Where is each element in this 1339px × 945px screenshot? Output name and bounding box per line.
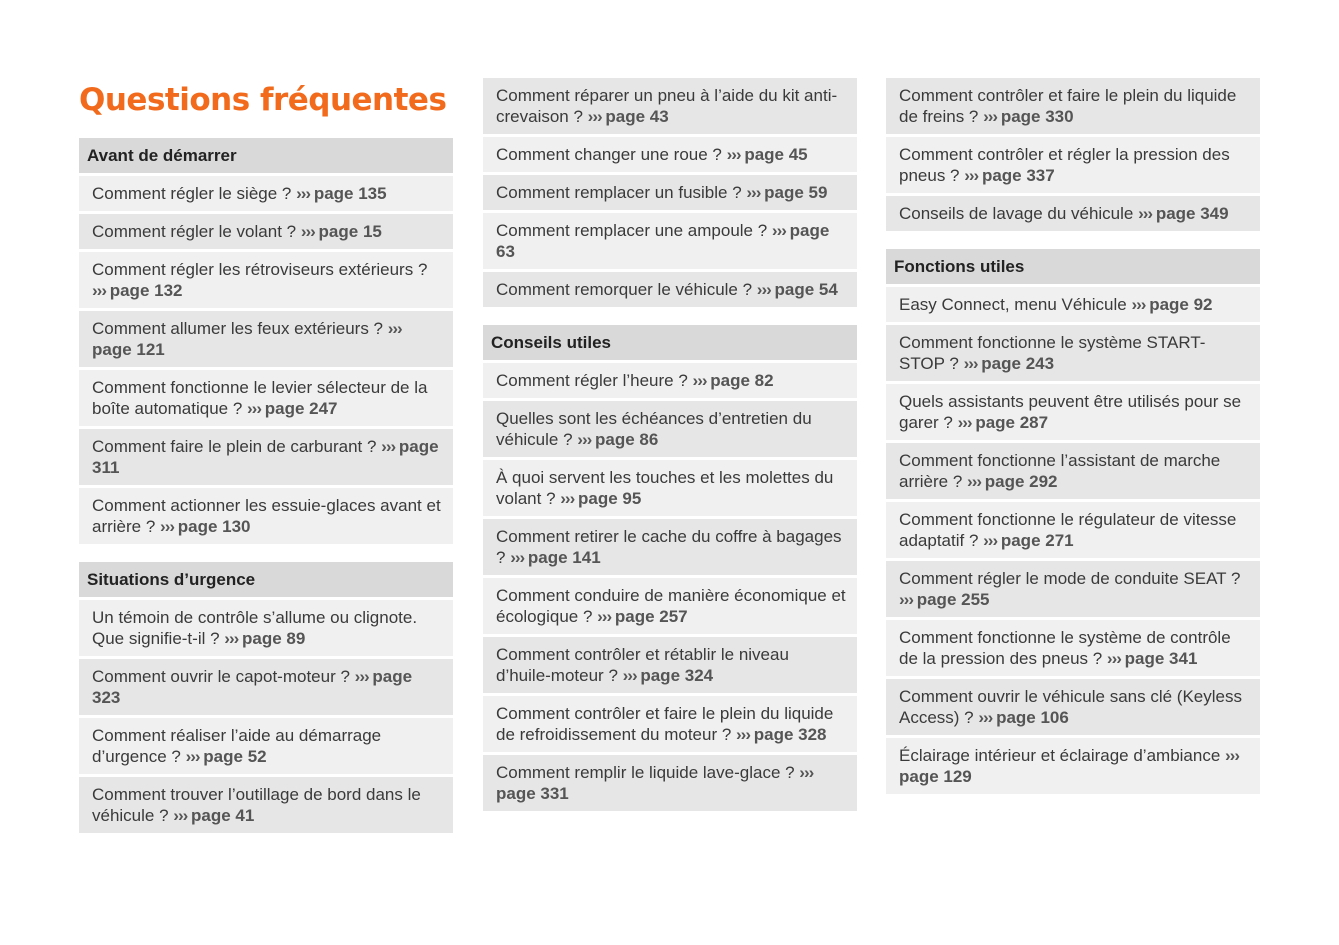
page-arrow-icon: ››› [983,107,1001,126]
page-reference[interactable]: page 257 [614,607,688,626]
faq-question: Comment trouver l’outillage de bord dans le véhicule ? [92,785,421,825]
faq-section [79,138,453,544]
faq-item[interactable] [886,738,1260,794]
page-arrow-icon: ››› [354,667,373,686]
faq-question: Quels assistants peuvent être utilisés pour se garer ? [899,392,1242,432]
page-reference[interactable]: page 330 [1000,107,1074,126]
faq-question: Comment régler le volant ? [92,222,301,241]
faq-question: Comment régler l’heure ? [496,371,693,390]
page-reference[interactable]: page 287 [975,413,1049,432]
faq-question: Éclairage intérieur et éclairage d’ambiance [899,746,1226,765]
page-arrow-icon: ››› [381,437,399,456]
page-reference[interactable]: page 89 [242,629,306,648]
faq-item[interactable] [886,78,1260,134]
page-reference[interactable]: page 41 [191,806,255,825]
page-arrow-icon: ››› [577,430,595,449]
faq-question: Comment changer une roue ? [496,145,727,164]
faq-item[interactable] [483,213,857,269]
column-3-sections [886,78,1260,794]
section-heading: Avant de démarrer [79,138,453,173]
page-arrow-icon: ››› [978,708,997,727]
faq-question: Comment contrôler et rétablir le niveau d’huile-moteur ? [496,645,789,685]
page-reference[interactable]: page 328 [753,725,827,744]
faq-question: Un témoin de contrôle s’allume ou clignote. Que signifie-t-il ? [92,608,418,648]
faq-question: Comment faire le plein de carburant ? [92,437,382,456]
page-reference[interactable]: page 324 [640,666,714,685]
page-reference[interactable]: page 63 [496,221,830,261]
faq-item[interactable] [79,214,453,249]
page-reference[interactable]: page 135 [313,184,387,203]
faq-question: Conseils de lavage du véhicule [899,204,1139,223]
faq-item[interactable] [886,443,1260,499]
page-arrow-icon: ››› [963,354,982,373]
faq-item[interactable] [886,384,1260,440]
page-title: Questions fréquentes [79,82,447,118]
page-reference[interactable]: page 52 [203,747,267,766]
faq-question: Comment retirer le cache du coffre à bagages ? [496,527,842,567]
page-arrow-icon: ››› [967,472,985,491]
page-reference[interactable]: page 95 [577,489,642,508]
page-reference[interactable]: page 331 [496,784,569,803]
page-reference[interactable]: page 323 [92,667,413,707]
faq-question: Comment contrôler et régler la pression des pneus ? [899,145,1230,185]
column-2 [483,78,857,829]
page-arrow-icon: ››› [964,166,982,185]
faq-question: Quelles sont les échéances d’entretien du véhicule ? [496,409,812,449]
faq-item[interactable] [79,777,453,833]
faq-item[interactable] [886,287,1260,322]
faq-question: Easy Connect, menu Véhicule [899,295,1132,314]
faq-item[interactable] [886,502,1260,558]
faq-item[interactable] [79,176,453,211]
faq-question: Comment ouvrir le véhicule sans clé (Keyless Access) ? [899,687,1242,727]
faq-question: Comment fonctionne le système START-STOP ? [899,333,1206,373]
page-arrow-icon: ››› [983,531,1001,550]
page-reference[interactable]: page 247 [264,399,338,418]
faq-item[interactable] [483,175,857,210]
faq-question: Comment contrôler et faire le plein du liquide de freins ? [899,86,1237,126]
faq-item[interactable] [886,196,1260,231]
page-reference[interactable]: page 129 [899,767,972,786]
page-arrow-icon: ››› [173,806,191,825]
faq-item[interactable] [483,696,857,752]
faq-section [483,325,857,811]
page-reference[interactable]: page 106 [996,708,1069,727]
faq-section [483,78,857,307]
faq-item[interactable] [483,755,857,811]
page-arrow-icon: ››› [771,221,790,240]
page-arrow-icon: ››› [160,517,178,536]
faq-item[interactable] [886,679,1260,735]
page-arrow-icon: ››› [92,281,110,300]
page-reference[interactable]: page 243 [981,354,1055,373]
faq-item[interactable] [79,311,453,367]
page-reference[interactable]: page 86 [595,430,659,449]
faq-item[interactable] [483,578,857,634]
faq-item[interactable] [79,488,453,544]
column-3 [886,78,1260,812]
page-arrow-icon: ››› [247,399,265,418]
page-reference[interactable]: page 45 [744,145,808,164]
page-reference[interactable]: page 43 [605,107,669,126]
page-arrow-icon: ››› [587,107,606,126]
page-arrow-icon: ››› [300,222,319,241]
faq-item[interactable] [79,659,453,715]
faq-item[interactable] [483,78,857,134]
faq-item[interactable] [483,137,857,172]
faq-question: Comment ouvrir le capot-moteur ? [92,667,355,686]
page-reference[interactable]: page 121 [92,340,165,359]
page-reference[interactable]: page 59 [764,183,828,202]
page-reference[interactable]: page 341 [1124,649,1198,668]
column-1-sections [79,138,453,833]
page-reference[interactable]: page 54 [774,280,838,299]
page-reference[interactable]: page 337 [981,166,1055,185]
faq-question: Comment fonctionne le levier sélecteur de la boîte automatique ? [92,378,428,418]
page-reference[interactable]: page 141 [527,548,601,567]
page-arrow-icon: ››› [560,489,578,508]
page-reference[interactable]: page 15 [318,222,382,241]
page-arrow-icon: ››› [510,548,528,567]
section-heading: Situations d’urgence [79,562,453,597]
page-reference[interactable]: page 271 [1000,531,1074,550]
page-reference[interactable]: page 132 [109,281,183,300]
page-arrow-icon: ››› [736,725,754,744]
column-2-sections [483,78,857,811]
faq-question: Comment réaliser l’aide au démarrage d’urgence ? [92,726,382,766]
page-arrow-icon: ››› [1138,204,1156,223]
faq-item[interactable] [79,600,453,656]
faq-item[interactable] [886,620,1260,676]
faq-item[interactable] [79,370,453,426]
page-arrow-icon: ››› [597,607,615,626]
page-arrow-icon: ››› [296,184,314,203]
faq-question: Comment fonctionne l’assistant de marche arrière ? [899,451,1221,491]
faq-question: Comment conduire de manière économique et écologique ? [496,586,846,626]
faq-item[interactable] [79,718,453,774]
faq-section [886,78,1260,231]
page-arrow-icon: ››› [622,666,641,685]
page-arrow-icon: ››› [185,747,204,766]
page-reference[interactable]: page 292 [984,472,1058,491]
faq-question: Comment régler le mode de conduite SEAT ? [899,569,1241,588]
faq-item[interactable] [483,401,857,457]
page-reference[interactable]: page 311 [92,437,439,477]
page-reference[interactable]: page 92 [1149,295,1213,314]
page-reference[interactable]: page 82 [710,371,774,390]
faq-item[interactable] [483,363,857,398]
faq-question: Comment actionner les essuie-glaces avant et arrière ? [92,496,441,536]
faq-item[interactable] [483,637,857,693]
faq-item[interactable] [79,252,453,308]
page-arrow-icon: ››› [746,183,765,202]
faq-question: Comment régler le siège ? [92,184,297,203]
faq-question: Comment remplacer une ampoule ? [496,221,772,240]
faq-question: Comment réparer un pneu à l’aide du kit anti-crevaison ? [496,86,838,126]
column-1 [79,78,453,851]
faq-question: Comment régler les rétroviseurs extérieurs ? [92,260,428,279]
faq-item[interactable] [79,429,453,485]
faq-question: Comment allumer les feux extérieurs ? [92,319,388,338]
page-arrow-icon: ››› [756,280,775,299]
faq-section [79,562,453,833]
faq-question: Comment contrôler et faire le plein du liquide de refroidissement du moteur ? [496,704,834,744]
faq-item[interactable] [483,272,857,307]
page-arrow-icon: ››› [899,590,917,609]
faq-item[interactable] [886,561,1260,617]
page-arrow-icon: ››› [799,763,814,782]
page-reference[interactable]: page 130 [177,517,251,536]
page-reference[interactable]: page 349 [1155,204,1229,223]
page-arrow-icon: ››› [387,319,402,338]
faq-question: Comment fonctionne le système de contrôle de la pression des pneus ? [899,628,1231,668]
faq-question: Comment remplir le liquide lave-glace ? [496,763,800,782]
faq-item[interactable] [483,460,857,516]
section-heading: Fonctions utiles [886,249,1260,284]
faq-item[interactable] [886,137,1260,193]
faq-question: Comment fonctionne le régulateur de vitesse adaptatif ? [899,510,1237,550]
section-heading: Conseils utiles [483,325,857,360]
faq-question: Comment remorquer le véhicule ? [496,280,757,299]
page-arrow-icon: ››› [224,629,242,648]
faq-section [886,249,1260,794]
page-reference[interactable]: page 255 [916,590,990,609]
faq-question: À quoi servent les touches et les molettes du volant ? [496,468,834,508]
page-arrow-icon: ››› [726,145,745,164]
page-arrow-icon: ››› [1225,746,1239,765]
faq-item[interactable] [483,519,857,575]
faq-item[interactable] [886,325,1260,381]
page-arrow-icon: ››› [957,413,976,432]
page-arrow-icon: ››› [1131,295,1150,314]
page-arrow-icon: ››› [1106,649,1125,668]
page-arrow-icon: ››› [692,371,711,390]
faq-question: Comment remplacer un fusible ? [496,183,747,202]
